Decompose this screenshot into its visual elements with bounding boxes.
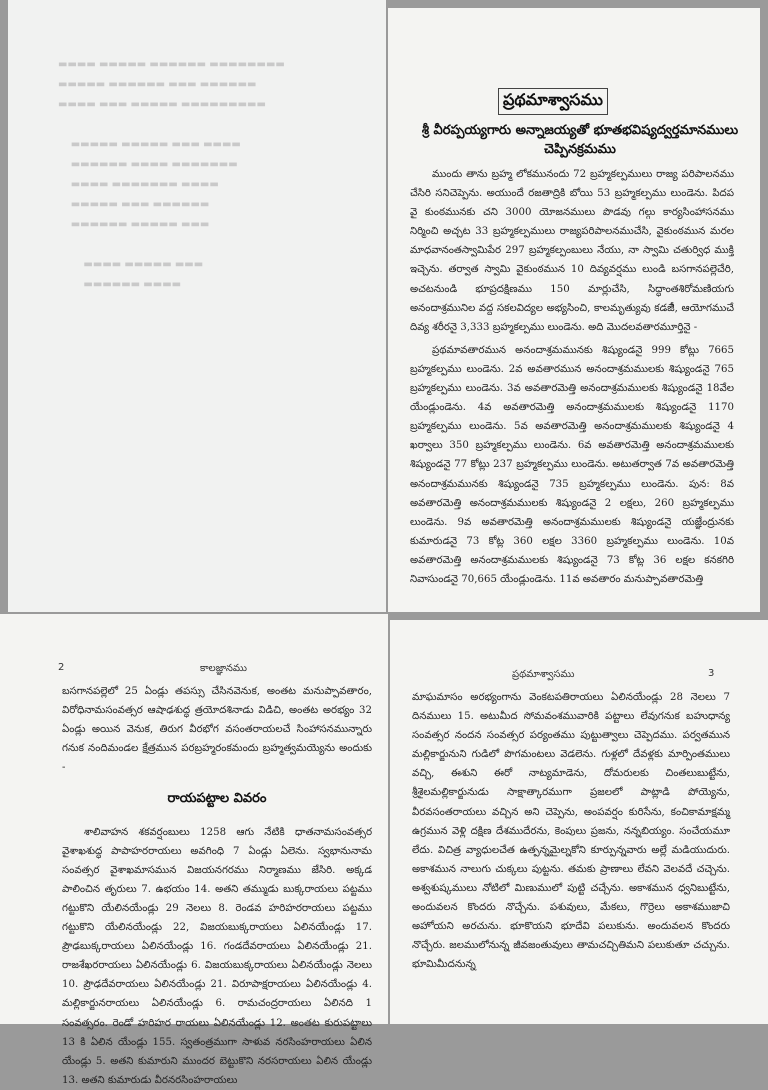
section-title: రాయపట్టాల వివరం [167, 791, 267, 807]
chapter-body [388, 165, 760, 589]
page-number: 3 [708, 668, 715, 679]
paragraph: బసగానపల్లెలో 25 ఏండ్లు తపస్సు చేసినవెనుక, అంతట మనుప్పావతారం, విరోధినామసంవత్సర ఆషాఢశుద్ధ త్రయోదశినాడు విడిచి, అంతట అరభ్యం 32 ఏండ్లు అయిన వెనుక, తిరుగ వీరభోగ వసంతరాయలచే సింహాసనమున్నారు గనుక నందిమండల క్షేత్రమున పరబ్రహ్మరంకమందు బ్రహ్మత్వమయ్యెను అందుకు - [62, 686, 372, 774]
paragraph: ప్రథమావతారమున అనందాశ్రమమునకు శిష్యుండనై 999 కోట్లు 7665 బ్రహ్మకల్పము లుండెను. 2వ అవతారమున అనందాశ్రమములకు శిష్యుండనై 765 బ్రహ్మకల్పము లుండెను. 3వ అవతారమెత్తి అనందాశ్రమములకు శిష్యుండనై 18వేల యేండ్లుండెను. 4వ అవతారమెత్తి అనందాశ్రమములకు శిష్యుండనై 1170 బ్రహ్మకల్పము లుండెను. 5వ అవతారమెత్తి అనందాశ్రమములకు శిష్యుండనై 4 ఖర్వాలు 350 బ్రహ్మకల్పము లుండెను. 6వ అవతారమెత్తి అనందాశ్రమములకు శిష్యుండనై 77 కోట్లు 237 బ్రహ్మకల్పము లుండెను. అటుతర్వాత 7వ అవతారమెత్తి అనందాశ్రమమునకు శిష్యుండనై 735 బ్రహ్మకల్పము లుండెను. పున: 8వ అవతారమెత్తి అనందాశ్రమములకు శిష్యుండనై 2 లక్షలు, 260 బ్రహ్మకల్పము లుండెను. 9వ అవతారమెత్తి అనందాశ్రమములకు శిష్యుండనై యజ్ఞేంద్రునకు కుమారుడనై 73 కోట్ల 360 లక్షల 3360 బ్రహ్మకల్పము లుండెను. 10వ అవతారమెత్తి అనందాశ్రమములకు శిష్యుండనై 73 కోట్ల 36 లక్షల కనకగిరి నివాసుండనై 70,665 యేండ్లుండెను. 11వ అవతారం మనుప్పావతారమెత్తి [410, 344, 734, 585]
page-number: 2 [58, 662, 65, 673]
running-title: కాలజ్ఞానము [200, 663, 247, 674]
chapter-opening-page [388, 8, 760, 612]
chapter-subtitle: శ్రీ వీరప్పయ్యగారు అన్నాజయ్యతో భూతభవిష్యద్వర్తమానములు చెప్పినక్రమము [421, 123, 739, 157]
chapter-title: ప్రథమాశ్వాసము [498, 88, 608, 115]
page-2-body [62, 682, 372, 1090]
paragraph: ముందు తాను బ్రహ్మ లోకమునందు 72 బ్రహ్మకల్పములు రాజ్య పరిపాలనము చేసిరి సనిచెప్పెను. అయుందే రజతాద్రికి బోయి 53 బ్రహ్మకల్పము లుండెను. పిదప వై కుంఠమునకు చని 3000 యోజనములు పొడవు గల్గు కార్యసింహాసనము నిర్మించి అచ్చట 33 బ్రహ్మకల్పములు రాజ్యపరిపాలనముచేసి, వైకుంఠమున మరల మాధవానంతస్వామిపేర 297 బ్రహ్మకల్పంబులు నేయు, నా స్వామి చతుర్విధ ముక్తి ఇచ్చెను. తర్వాత స్వామి వైకుంఠమున 10 దివ్యవర్షము లుండి బసగానపల్లెచేరి, అచటనుండి భూప్రదక్షిణము 150 మార్లుచేసి, సిద్ధాంతశిరోమణియగు అనందాశ్రమునిల వద్ద సకలవిద్యల అభ్యసించి, కాలమృత్యువు కడజెీ, ఆయోగముచే దివ్య శరీరనై 3,333 బ్రహ్మకల్పము లుండెను. అది మొదలవతారమూర్తినై - [410, 169, 734, 333]
blank-left-page [8, 0, 386, 612]
paragraph: మాఘమాసం అరభ్యంగాను వెంకటపతిరాయలు ఏలినయేండ్లు 28 నెలలు 7 దినములు 15. అటుమీద సోమవంశమువారికి పట్టాలు లేవుగనుక బహుధాన్య సంవత్సర నందన సంవత్సర పర్యంతము పుట్టుత్వాలు చెప్పెదము. పర్వతమున మల్లికార్జునుని గుడిలో పొగమంటలు వెడలెను. గుళ్లలో దేవళ్లకు మార్పింతములు వచ్చి, ఈశుని ఈరో నాట్యమాడెను, దోమరులకు చింతలుబుట్టేను, శ్రీశైలమల్లికార్జునుడు సాక్షాత్కారముగా ప్రజలలో పాట్లాడి పోయ్యెను, వీరవసంతరాయలు వచ్చిన అని చెప్పెను, అంపవర్షం కురిసేను, కంచికామాక్షమ్మ ఉగ్రమున వెళ్లి దక్షిణ దేశముదేరను, కెంపులు ప్రజను, నన్నబియ్యం. సంచేయమూ లేదు. విచిత్ర వ్యాధులచేత ఉత్పన్నమైల్నకోని కూర్పున్నవారు అల్లే మడియుదురు. అకాశమున నాలుగు చుక్కలు పుట్టను. తమకు ప్రాణాలు లేవని వెలవదే చచ్చెను. అశ్వశుష్కములు నోటిలో మిణుములో పుట్టి చచ్చేను. అకాశమున ధ్వనిబుట్టేను, అందువలన కొందరు నొచ్చేను. పశువులు, మేకలు, గొర్రెలు అకాశముజాచి అహోయని అరచును. భూకొయని భూదేవి పలుకును. అందువలన కొందరు నొచ్చేరు. జలములోనున్న జీవజంతువులు తామచచ్చితిమని పలుకుతూ చచ్చును. భూమిమీదనున్న [412, 692, 730, 971]
paragraph: శాలివాహన శకవర్షంబులు 1258 ఆగు నేటికి ధాతనామసంవత్సర వైశాఖశుద్ధ పాపాహరరాయలు అవగింధి 7 ఏండ్లు ఏలెను. స్వభానునామ సంవత్సర వైశాఖమాసమున విజయనగరము నిర్మాణము జేసిరి. అక్కడ పాలించిన తృరులు 7. ఉభయం 14. అతని తమ్ముడు బుక్కరాయలు పట్టము గట్టుకొని యేలినయేండ్లు 29 నెలలు 8. రెండవ హరిహరరాయలు పట్టము గట్టుకొని యేలినయేండ్లు 22, విజయబుక్కరాయలు ఏలినయేండ్లు 17. ప్రౌఢబుక్కరాయలు ఏలినయేండ్లు 16. గండదేవరాయలు ఏలినయేండ్లు 21. రాజశేఖరరాయలు ఏలినయేండ్లు 6. విజయబుక్కరాయలు ఏలినయేండ్లు నెలలు 10. ప్రౌఢదేవరాయలు ఏలినయేండ్లు 21. విరూపాక్షరాయలు ఏలినయేండ్లు 4. మల్లికార్జునరాయలు ఏలినయేండ్లు 6. రామచంద్రరాయలు ఏలినది 1 సంవత్సరం. రెండో హరిహర రాయలు ఏలినయేండ్లు 12. అంతట కురుపట్టాలు 13 కి ఏలిన యేండ్లు 155. స్వతంత్రముగా సాళువ నరసింహరాయలు ఏలిన యేండ్లు 5. అతని కుమారుని ముందర బెట్టుకొని నరసరాయలు ఏలిన యేండ్లు 13. అతని కుమారుడు వీరనరసింహరాయలు [62, 826, 372, 1086]
page-3 [390, 620, 768, 1024]
bleed-through-text: ▬▬▬▬ ▬▬▬▬▬ ▬▬▬▬▬▬ ▬▬▬▬▬▬▬▬ ▬▬▬▬▬ ▬▬▬▬▬▬ ▬▬▬ ▬▬▬▬▬▬ ▬▬▬▬ ▬▬▬ ▬▬▬▬▬ ▬▬▬▬▬▬▬▬▬ ▬▬▬▬▬ ▬▬▬▬▬ ▬▬▬ ▬▬▬▬ ▬▬▬▬▬▬ ▬▬▬▬ ▬▬▬▬▬▬▬ ▬▬▬▬ ▬▬▬▬▬▬▬ ▬▬▬▬ ▬▬▬▬▬ ▬▬▬ ▬▬▬▬▬▬ ▬▬▬▬▬▬ ▬▬▬▬▬ ▬▬▬ ▬▬▬▬ ▬▬▬▬▬ ▬▬▬ ▬▬▬▬▬▬ ▬▬▬▬ [58, 59, 285, 290]
page-2 [0, 614, 388, 1086]
running-title: ప్రథమాశ్వాసము [512, 669, 575, 680]
page-3-body [412, 688, 730, 974]
